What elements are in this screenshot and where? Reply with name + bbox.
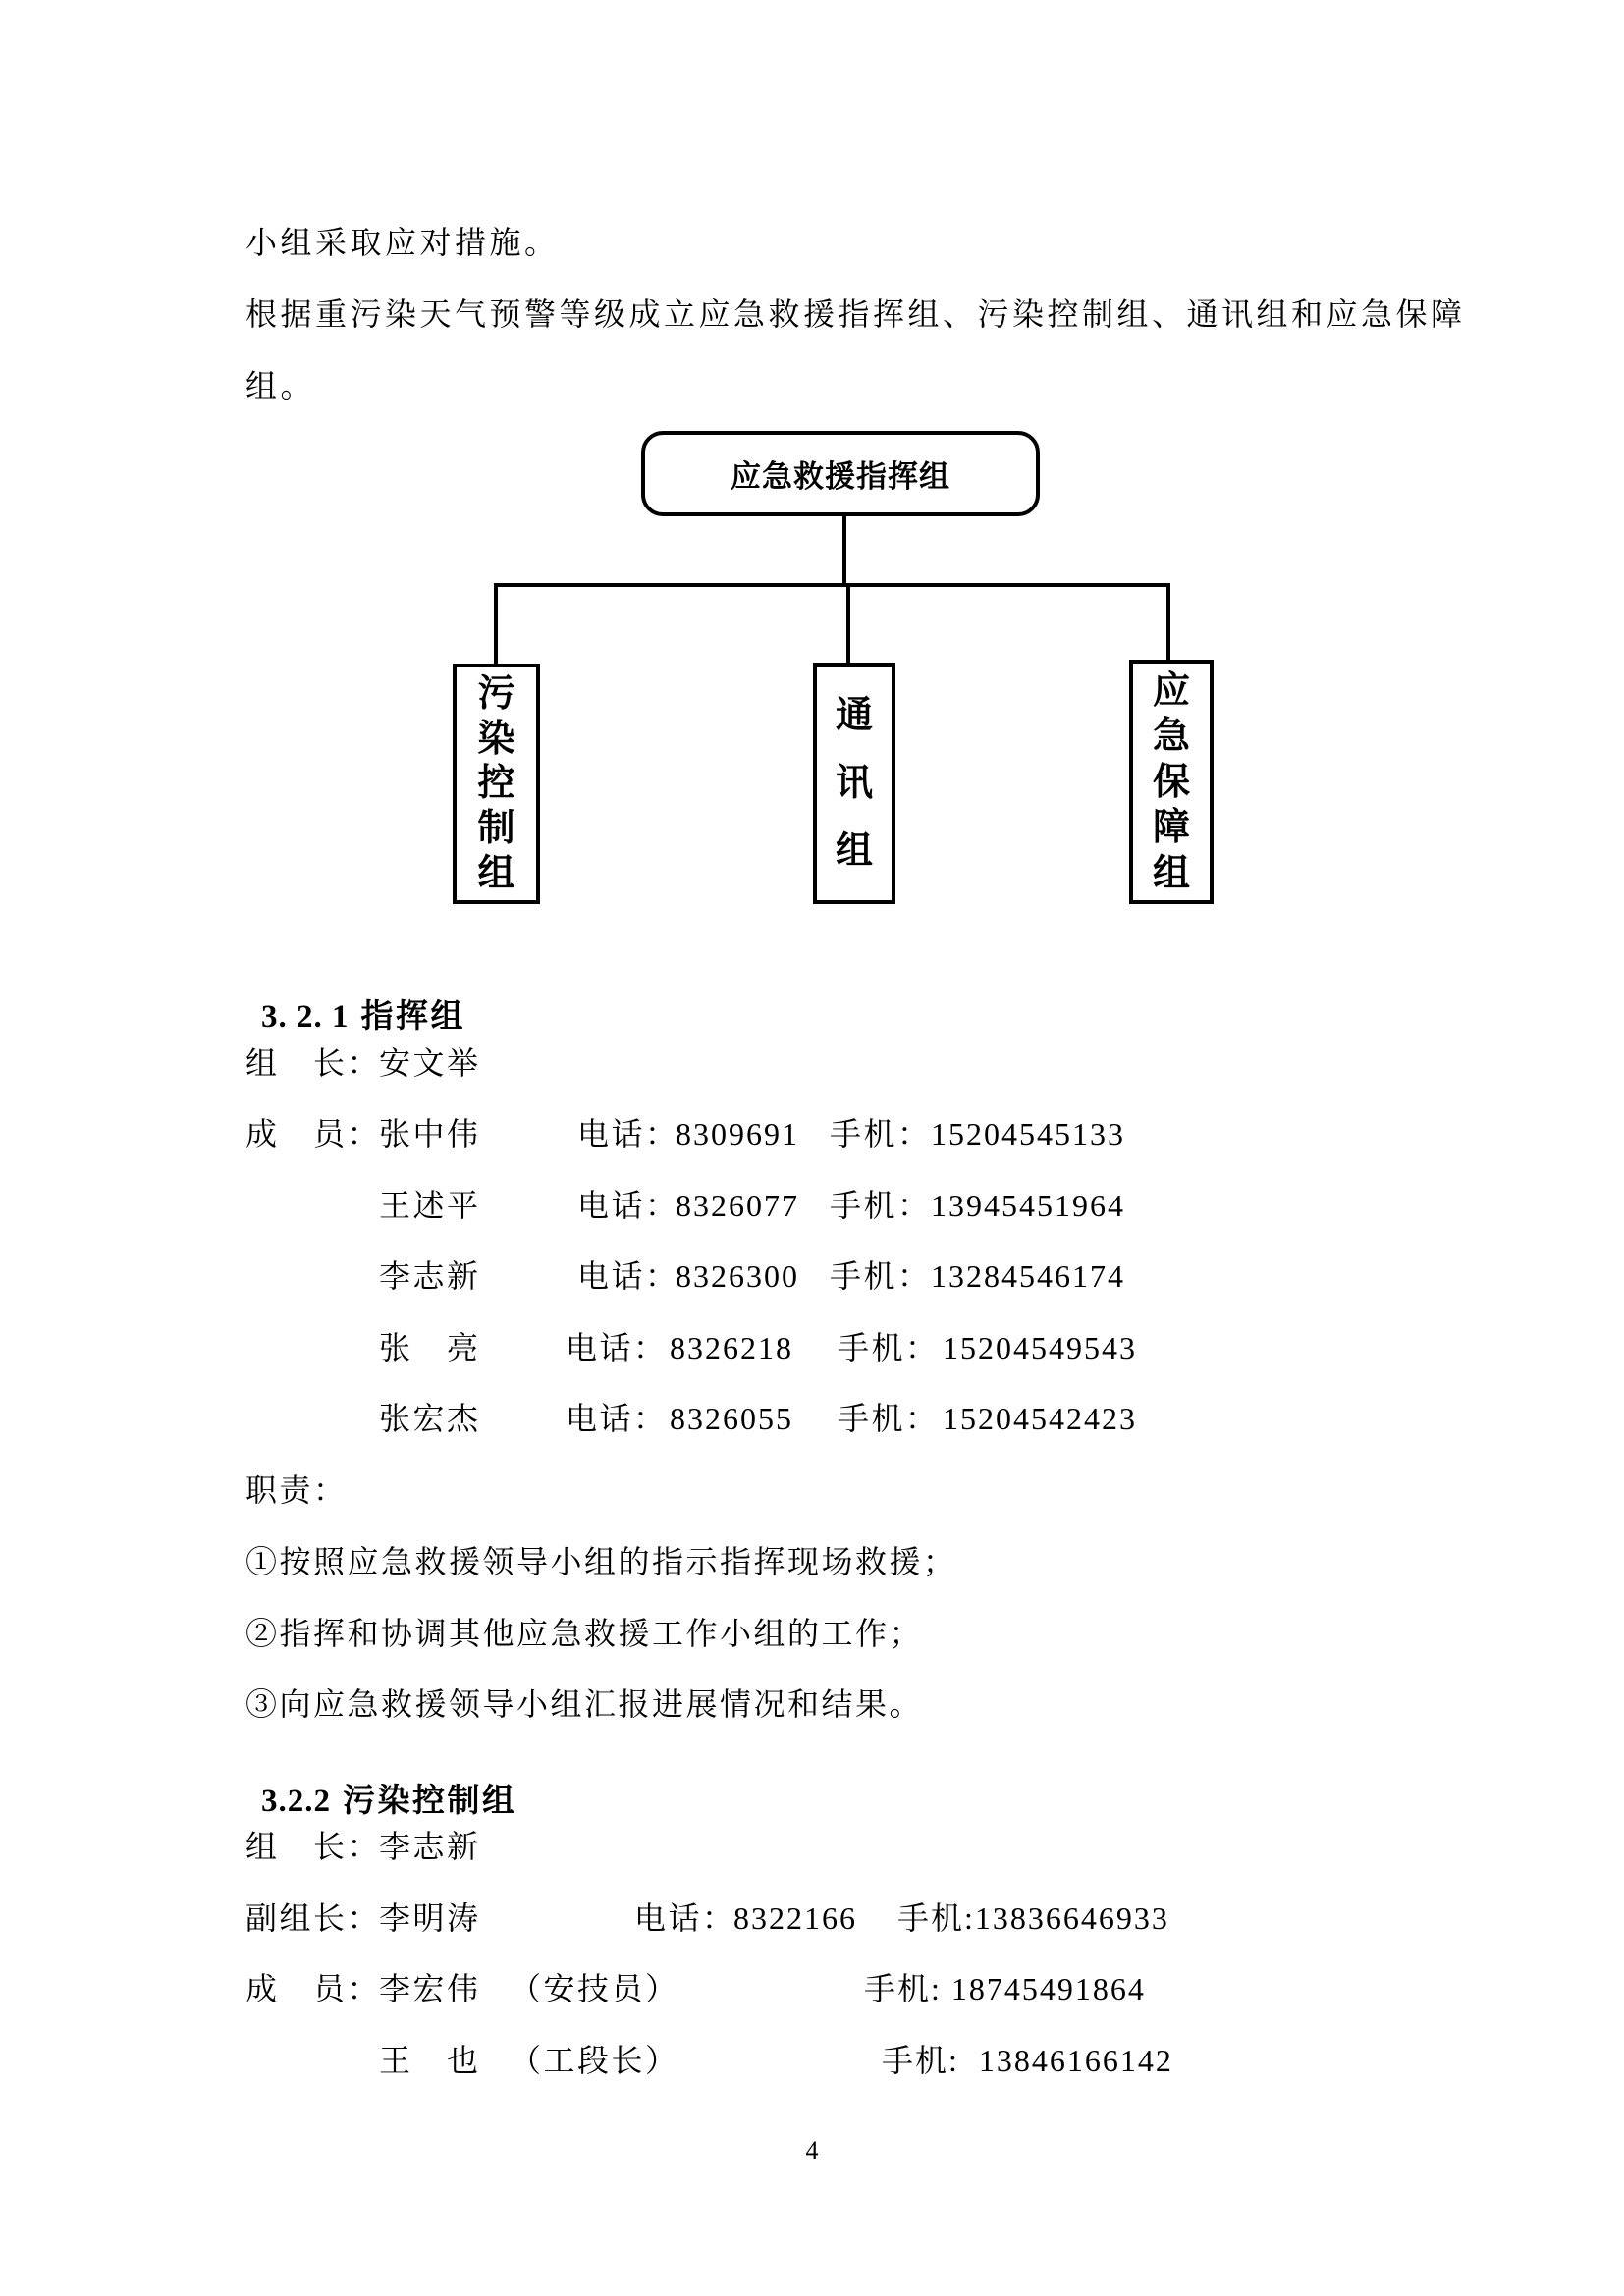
intro-line-2: 根据重污染天气预警等级成立应急救援指挥组、污染控制组、通讯组和应急保障 bbox=[245, 296, 1466, 332]
member-name: 李志新 bbox=[379, 1258, 481, 1294]
duties-label: 职责： bbox=[245, 1472, 348, 1508]
member-name: 张中伟 bbox=[379, 1116, 481, 1151]
leader-row bbox=[245, 1044, 1424, 1086]
member-row bbox=[245, 1187, 1424, 1228]
group-box-communication: 通 讯 组 bbox=[813, 663, 895, 904]
phone-number: 8322166 bbox=[733, 1900, 857, 1936]
duty-item-1: ①按照应急救援领导小组的指示指挥现场救援； bbox=[245, 1544, 957, 1579]
member-name: 王述平 bbox=[379, 1188, 481, 1223]
org-chart-root-label: 应急救援指挥组 bbox=[731, 459, 950, 494]
mobile-label: 手机： bbox=[830, 1116, 932, 1151]
org-chart-root-box bbox=[641, 431, 1040, 516]
mobile-label: 手机： bbox=[838, 1330, 940, 1365]
duty-item-2: ②指挥和协调其他应急救援工作小组的工作； bbox=[245, 1616, 924, 1651]
member-row bbox=[245, 1400, 1424, 1441]
member-name: 张 亮 bbox=[379, 1330, 481, 1365]
member-row bbox=[245, 1970, 1424, 2011]
section-heading-3-2-2 bbox=[245, 1757, 517, 1839]
phone-number: 8309691 bbox=[676, 1116, 799, 1151]
mobile-label: 手机： bbox=[830, 1188, 932, 1223]
duty-item-3: ③向应急救援领导小组汇报进展情况和结果。 bbox=[245, 1686, 924, 1722]
section-number: 3. 2. 1 bbox=[261, 999, 350, 1035]
intro-line-1: 小组采取应对措施。 bbox=[245, 225, 560, 260]
member-row bbox=[245, 1257, 1424, 1299]
intro-line-3: 组。 bbox=[245, 368, 316, 403]
leader-label: 组 长： bbox=[245, 1045, 382, 1081]
phone-label: 电话： bbox=[634, 1900, 736, 1936]
section-number: 3.2.2 bbox=[261, 1784, 331, 1819]
connector-line-center bbox=[846, 583, 850, 665]
members-label: 成 员： bbox=[245, 1971, 382, 2006]
mobile-number: 手机:13836646933 bbox=[897, 1900, 1169, 1936]
mobile-number: 13284546174 bbox=[931, 1258, 1125, 1294]
member-row bbox=[245, 1329, 1424, 1370]
connector-line-right bbox=[1166, 583, 1170, 662]
member-name: 李宏伟 bbox=[379, 1971, 481, 2006]
connector-line-left bbox=[494, 583, 498, 666]
phone-label: 电话： bbox=[577, 1258, 679, 1294]
section-title: 指挥组 bbox=[360, 997, 465, 1034]
mobile-label: 手机： bbox=[830, 1258, 932, 1294]
phone-number: 8326077 bbox=[676, 1188, 799, 1223]
mobile-number: 15204542423 bbox=[943, 1401, 1137, 1436]
section-heading-3-2-1 bbox=[245, 973, 465, 1054]
mobile-number: 手机: 18745491864 bbox=[864, 1971, 1146, 2006]
phone-number: 8326300 bbox=[676, 1258, 799, 1294]
phone-label: 电话： bbox=[566, 1330, 668, 1365]
phone-label: 电话： bbox=[577, 1188, 679, 1223]
leader-row bbox=[245, 1828, 1424, 1869]
member-title: （安技员） bbox=[510, 1971, 679, 2006]
mobile-number: 15204549543 bbox=[943, 1330, 1137, 1365]
mobile-number: 13945451964 bbox=[931, 1188, 1125, 1223]
group-box-emergency-support: 应 急 保 障 组 bbox=[1129, 660, 1214, 904]
leader-name: 李志新 bbox=[379, 1829, 481, 1864]
member-row bbox=[245, 2042, 1424, 2083]
phone-number: 8326055 bbox=[670, 1401, 793, 1436]
leader-name: 安文举 bbox=[379, 1045, 481, 1081]
member-name: 张宏杰 bbox=[379, 1401, 481, 1436]
deputy-name: 李明涛 bbox=[379, 1900, 481, 1936]
mobile-label: 手机： bbox=[838, 1401, 940, 1436]
member-title: （工段长） bbox=[510, 2043, 679, 2078]
connector-line-horizontal bbox=[494, 583, 1170, 587]
phone-label: 电话： bbox=[577, 1116, 679, 1151]
connector-line-root bbox=[842, 516, 846, 585]
group-box-pollution-control: 污 染 控 制 组 bbox=[453, 664, 540, 904]
phone-number: 8326218 bbox=[670, 1330, 793, 1365]
leader-label: 组 长： bbox=[245, 1829, 382, 1864]
member-row bbox=[245, 1115, 1424, 1156]
mobile-number: 15204545133 bbox=[931, 1116, 1125, 1151]
mobile-number: 手机: 13846166142 bbox=[882, 2043, 1173, 2078]
phone-label: 电话： bbox=[566, 1401, 668, 1436]
members-label: 成 员： bbox=[245, 1116, 382, 1151]
section-title: 污染控制组 bbox=[343, 1782, 517, 1818]
deputy-leader-row bbox=[245, 1899, 1424, 1941]
page-number: 4 bbox=[805, 2136, 819, 2164]
member-name: 王 也 bbox=[379, 2043, 481, 2078]
deputy-label: 副组长： bbox=[245, 1900, 382, 1936]
